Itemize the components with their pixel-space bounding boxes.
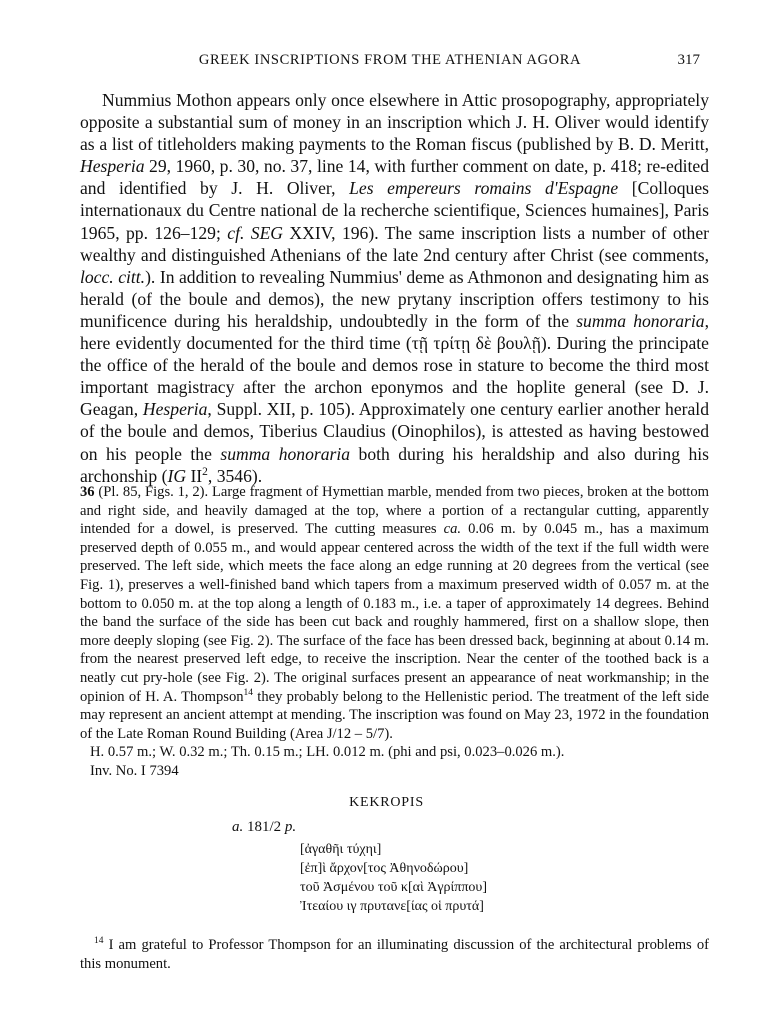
inscription-line: [ἀγαθῆι τύχηι] (300, 842, 382, 857)
entry-dimensions: H. 0.57 m.; W. 0.32 m.; Th. 0.15 m.; LH. 0.012 m. (phi and psi, 0.023–0.026 m.). (90, 744, 565, 761)
footnote-rule (80, 932, 680, 934)
catalogue-entry (80, 483, 709, 781)
inventory-number: Inv. No. I 7394 (90, 762, 179, 779)
inscription-line: τοῦ Ἀσμένου τοῦ κ[αὶ Ἀγρίππου] (300, 880, 488, 895)
inscription-line: Ἰτεαίου ιγ πρυτανε[ίας οἱ πρυτά] (300, 899, 484, 914)
entry-description: 36 (Pl. 85, Figs. 1, 2). Large fragment of Hymettian marble, mended from two pieces, broken at the bottom and right side, and heavily damaged at the top, where a portion of a rectangular cutting, apparently intended for a dowel, is preserved. The cutting measures ca. 0.06 m. by 0.045 m., has a maximum preserved depth of 0.055 m., and would appear centered across the width of the text if the full width were preserved. The left side, which meets the face along an edge running at 20 degrees from the vertical (see Fig. 1), preserves a well-finished band which tapers from a maximum preserved width of 0.057 m. at the bottom to 0.050 m. at the top along a length of 0.183 m., i.e. a taper of approximately 14 degrees. Behind the band the surface of the side has been cut back and roughly hammered, first on a shallow slope, then more deeply sloping (see Fig. 2). The surface of the face has been dressed back, beginning at about 0.14 m. from the nearest preserved left edge, to receive the inscription. Near the center of the toothed back is a neatly cut pry-hole (see Fig. 2). The original surfaces present an appearance of neat workmanship; in the opinion of H. A. Thompson$^{14}$ they probably belong to the Hellenistic period. The treatment of the left side may represent an ancient attempt at mending. The inscription was found on May 23, 1972 in the foundation of the Late Roman Round Building (Area J/12 – 5/7). (80, 484, 709, 742)
body-text (80, 89, 709, 487)
page-number: 317 (677, 52, 700, 68)
inscription-text (300, 840, 500, 916)
footnote-number: 14 (94, 936, 104, 947)
tribe-heading: KEKROPIS (349, 795, 424, 810)
running-title: GREEK INSCRIPTIONS FROM THE ATHENIAN AGORA (198, 52, 582, 68)
running-header (80, 52, 700, 74)
paragraph: Nummius Mothon appears only once elsewhere in Attic prosopography, appropriately opposite a substantial sum of money in an inscription which J. H. Oliver would identify as a list of titleholders making payments to the Roman fiscus (published by B. D. Meritt, Hesperia 29, 1960, p. 30, no. 37, line 14, with further comment on date, p. 418; re-edited and identified by J. H. Oliver, Les empereurs romains d'Espagne [Colloques internationaux du Centre national de la recherche scientifique, Sciences humaines], Paris 1965, pp. 126–129; cf. SEG XXIV, 196). The same inscription lists a number of other wealthy and distinguished Athenians of the late 2nd century after Christ (see comments, locc. citt.). In addition to revealing Nummius' deme as Athmonon and designating him as herald (of the boule and demos), the new prytany inscription offers testimony to his munificence during his heraldship, undoubtedly in the form of the summa honoraria, here evidently documented for the third time (τῇ τρίτῃ δὲ βουλῇ). During the principate the office of the herald of the boule and demos rose in stature to become the third most important magistracy after the archon eponymos and the hoplite general (see D. J. Geagan, Hesperia, Suppl. XII, p. 105). Approximately one century earlier another herald of the boule and demos, Tiberius Claudius (Oinophilos), is attested as having bestowed on his people the summa honoraria both during his heraldship and also during his archonship (IG $II^2$, 3546). (80, 90, 709, 486)
inscription-line: [ἐπ]ὶ ἄρχον[τος Ἀθηνοδώρου] (300, 861, 469, 876)
entry-number: 36 (80, 484, 95, 500)
greek-phrase: τῇ τρίτῃ δὲ βουλῇ (411, 333, 541, 354)
footnote: $^{14}$ I am grateful to Professor Thompson for an illuminating discussion of the architectural problems of this monument. (80, 936, 709, 972)
footnote-ref: 14 (243, 687, 254, 698)
inscription-date: a. 181/2 p. (232, 819, 297, 835)
